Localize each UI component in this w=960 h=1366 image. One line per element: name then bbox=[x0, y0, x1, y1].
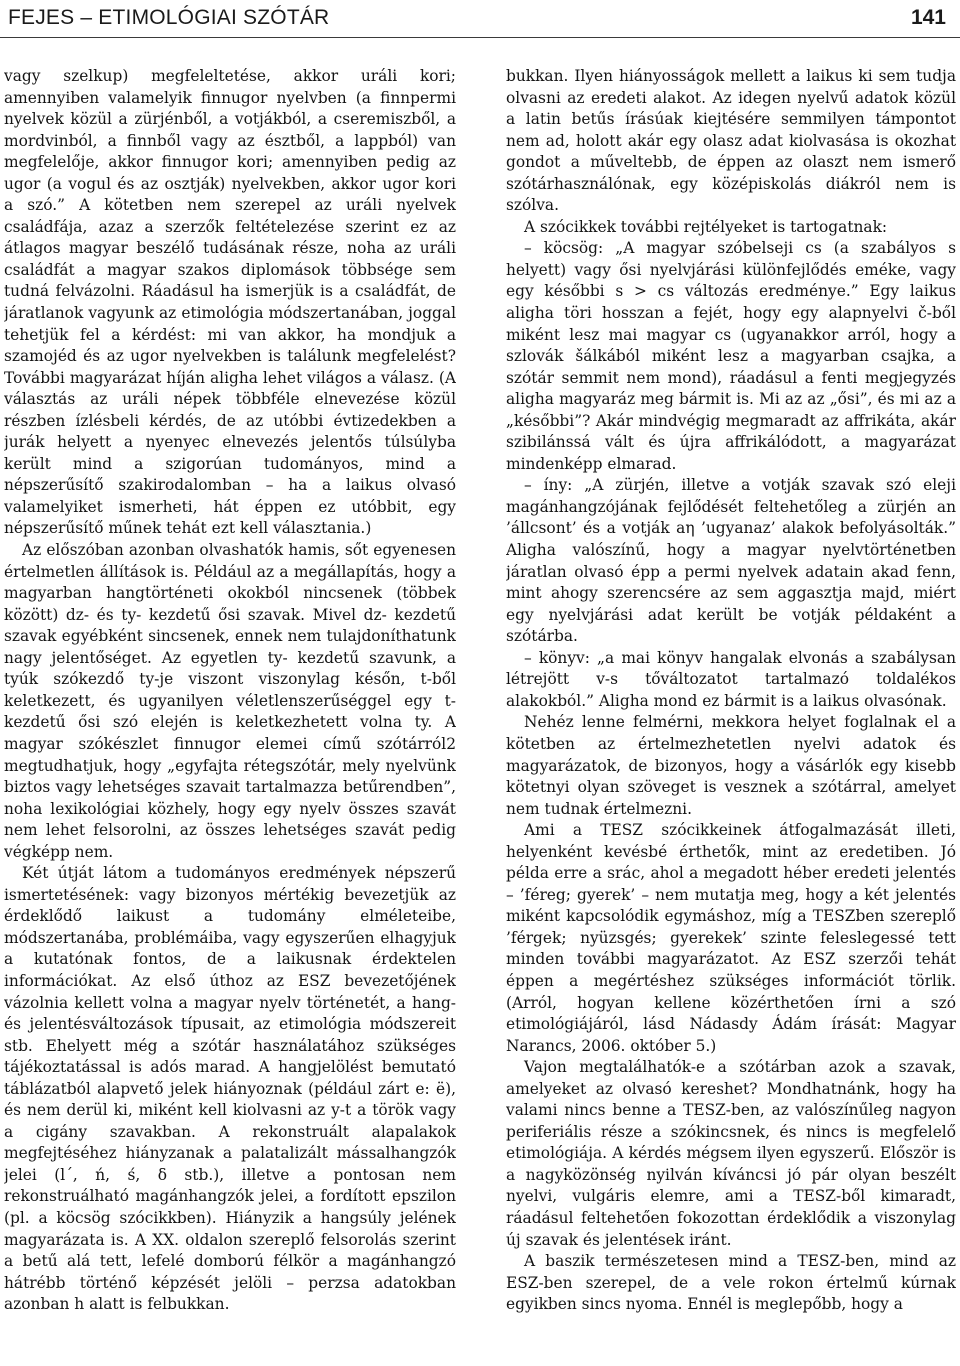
left-column bbox=[4, 66, 456, 1362]
page-number: 141 bbox=[910, 6, 946, 29]
paragraph: Két útját látom a tudományos eredmények népszerű ismertetésének: vagy bizonyos mértékig bevezetjük az érdeklődő laikust a tudomány elméleteibe, módszertanába, problémáiba, vagy egyszerűen elhagyjuk a kutatónak fontos, de a laikusnak érdektelen információkat. Az első úthoz az ESZ bevezetőjének vázolnia kellett volna a magyar nyelv történetét, a hang- és jelentésváltozások típusait, az etimológia módszereit stb. Ehelyett még a szótár használatához szükséges tájékoztatással is adós marad. A hangjelölést bemutató táblázatból alapvető jelek hiányoznak (például zárt e: ë), és nem derül ki, miként kell kiolvasni az y-t a török vagy a cigány szavakban. A rekonstruált alapalakok megfejtéséhez hiányzanak a palatalizált mássalhangzók jelei (l´, ń, ś, δ stb.), illetve a pontosan nem rekonstruálható magánhangzók jelei, a fordított epszilon (pl. a köcsög szócikkben). Hiányzik a hangsúly jelének magyarázata is. A XX. oldalon szereplő felsorolás szerint a betű alá tett, lefelé domború félkör a magánhangzó hátrébb történő képzését jelöli – perzsa adatokban azonban h alatt is felbukkan. bbox=[4, 864, 456, 1314]
paragraph: Ami a TESZ szócikkeinek átfogalmazását illeti, helyenként kevésbé érthetők, mint az eredetiben. Jó példa erre a srác, ahol a megadott héber eredeti jelentés – ’féreg; gyerek’ – nem mutatja meg, hogy a két jelentés miként kapcsolódik egymáshoz, míg a TESZben szereplő ’férgek; nyüzsgés; gyerekek’ szinte feleslegessé tett minden további magyarázatot. Az ESZ szerzői tehát éppen a megértéshez szükséges információt törlik. (Arról, hogyan kellene közérthetően írni a szó etimológiájáról, lásd Nádasdy Ádám írását: Magyar Narancs, 2006. október 5.) bbox=[506, 821, 956, 1055]
header-rule bbox=[0, 37, 960, 38]
paragraph: A baszik természetesen mind a TESZ-ben, mind az ESZ-ben szerepel, de a vele rokon értelmű kúrnak egyikben sincs nyoma. Ennél is meglepőbb, hogy a bbox=[506, 1252, 956, 1314]
paragraph: – íny: „A zürjén, illetve a votják szavak szó eleji magánhangzójának fejlődését feltehetőleg a zürjén an ’állcsont’ és a votják aη ’ugyanaz’ alakok befolyásolták.” Aligha valószínű, hogy a magyar nyelvtörténetben járatlan olvasó épp a permi nyelvek adatain akad fenn, mint ahogy szerencsére az sem aggasztja majd, miért egy nyelvjárási adat került be votják példaként a szótárba. bbox=[506, 476, 956, 646]
paragraph: Nehéz lenne felmérni, mekkora helyet foglalnak el a kötetben az értelmezhetetlen nyelvi adatok és magyarázatok, de bizonyos, hogy a vásárlók egy kisebb kötetnyi olyan szöveget is vesznek a szótárral, amelyet nem tudnak értelmezni. bbox=[506, 713, 956, 818]
right-column bbox=[506, 66, 956, 1362]
paragraph: bukkan. Ilyen hiányosságok mellett a laikus ki sem tudja olvasni az eredeti alakot. Az idegen nyelvű adatok közül a latin betűs írásúak kiejtésére semmilyen támpontot nem ad, holott akár egy olasz adat kiolvasása is okozhat gondot a műveltebb, de éppen az olaszt nem ismerő szótárhasználónak, egy középiskolás diákról nem is szólva. bbox=[506, 67, 956, 215]
paragraph: – köcsög: „A magyar szóbelseji cs (a szabályos s helyett) vagy ősi nyelvjárási különfejlődés eméke, vagy egy későbbi s > cs változás eredménye.” Egy laikus aligha töri hosszan a fejét, hogy egy alapnyelvi č-ből miként lesz mai magyar cs (ugyanakkor arról, hogy a szlovák šálkából miként lesz a magyarban csajka, a szótár semmit nem mond), ráadásul a fenti megjegyzés aligha magyaráz meg bármit is. Mi az az „ősi”, és mi az a „későbbi”? Akár mindvégig megmaradt az affrikáta, akár szibilánssá vált és újra affrikálódott, a magyarázat mindenképp elmarad. bbox=[506, 239, 956, 473]
running-header bbox=[0, 0, 960, 38]
paragraph: – könyv: „a mai könyv hangalak elvonás a szabálysan létrejött v-s tőváltozatot tartalmazó toldalékos alakokból.” Aligha mond ez bármit is a laikus olvasónak. bbox=[506, 648, 956, 710]
paragraph: Vajon megtalálhatók-e a szótárban azok a szavak, amelyeket az olvasó kereshet? Mondhatnánk, hogy ha valami nincs benne a TESZ-ben, az valószínűleg nagyon periferiális része a szókincsnek, és nincs is megfelelő etimológiája. A kérdés mégsem ilyen egyszerű. Először is a nagyközönség nyilván kíváncsi jó pár olyan beszélt nyelvi, vulgáris elemre, ami a TESZ-ből kimaradt, ráadásul feltehetően fokozottan érdeklődik a viszonylag új szavak és jelentések iránt. bbox=[506, 1058, 956, 1249]
paragraph: Az előszóban azonban olvashatók hamis, sőt egyenesen értelmetlen állítások is. Például az a megállapítás, hogy a magyarban hangtörténeti okokból nincsenek (többek között) dz- és ty- kezdetű ősi szavak. Mivel dz- kezdetű szavak egyébként sincsenek, ennek nem tulajdoníthatunk nagy jelentőséget. Az egyetlen ty- kezdetű szavunk, a tyúk szókezdő ty-je viszont viszonylag későn, t-ből keletkezett, és ugyanilyen véletlenszerűséggel egy t- kezdetű ősi szó elején is keletkezhetett volna ty. A magyar szókészlet finnugor elemei című szótárról2 megtudhatjuk, hogy „egyfajta rétegszótár, mely nyelvünk biztos vagy lehetséges szavait tartalmazza betűrendben”, noha lexikológiai közhely, hogy egy nyelv összes szavát nem lehet felsorolni, az összes lehetséges szavát pedig végképp nem. bbox=[4, 541, 456, 861]
running-title: FEJES – ETIMOLÓGIAI SZÓTÁR bbox=[8, 6, 330, 29]
paragraph: A szócikkek további rejtélyeket is tartogatnak: bbox=[524, 217, 888, 236]
paragraph: vagy szelkup) megfeleltetése, akkor uráli kori; amennyiben valamelyik finnugor nyelvben (a finnpermi nyelvek közül a zürjénből, a votjákból, a cseremiszből, a mordvinból, a finnből vagy az észtből, a lappból) van megfelelője, akkor finnugor kori; amennyiben pedig az ugor (a vogul és az osztják) nyelvekben, akkor ugor kori a szó.” A kötetben nem szerepel az uráli nyelvek családfája, azaz a szerzők feltételezése szerint ez az átlagos magyar beszélő tudásának része, noha az uráli családfát a magyar szakos diplomások többsége sem tudná felvázolni. Ráadásul ha ismerjük is a családfát, de járatlanok vagyunk az etimológia módszertanában, joggal tehetjük fel a kérdést: mi van akkor, ha mondjuk a szamojéd és az ugor nyelvekben is találunk megfelelést? További magyarázat híján aligha lehet világos a válasz. (A választás az uráli népek többféle elnevezése közül részben ízlésbeli kérdés, de az utóbbi évtizedekben a jurák helyett a nyenyec elnevezés jelentős túlsúlyba került mind a szigorúan tudományos, mind a népszerűsítő szakirodalomban – ha a laikus olvasó valamelyiket ismerheti, hát éppen ez utóbbit, egy népszerűsítő műnek tehát ezt kell választania.) bbox=[4, 67, 456, 538]
